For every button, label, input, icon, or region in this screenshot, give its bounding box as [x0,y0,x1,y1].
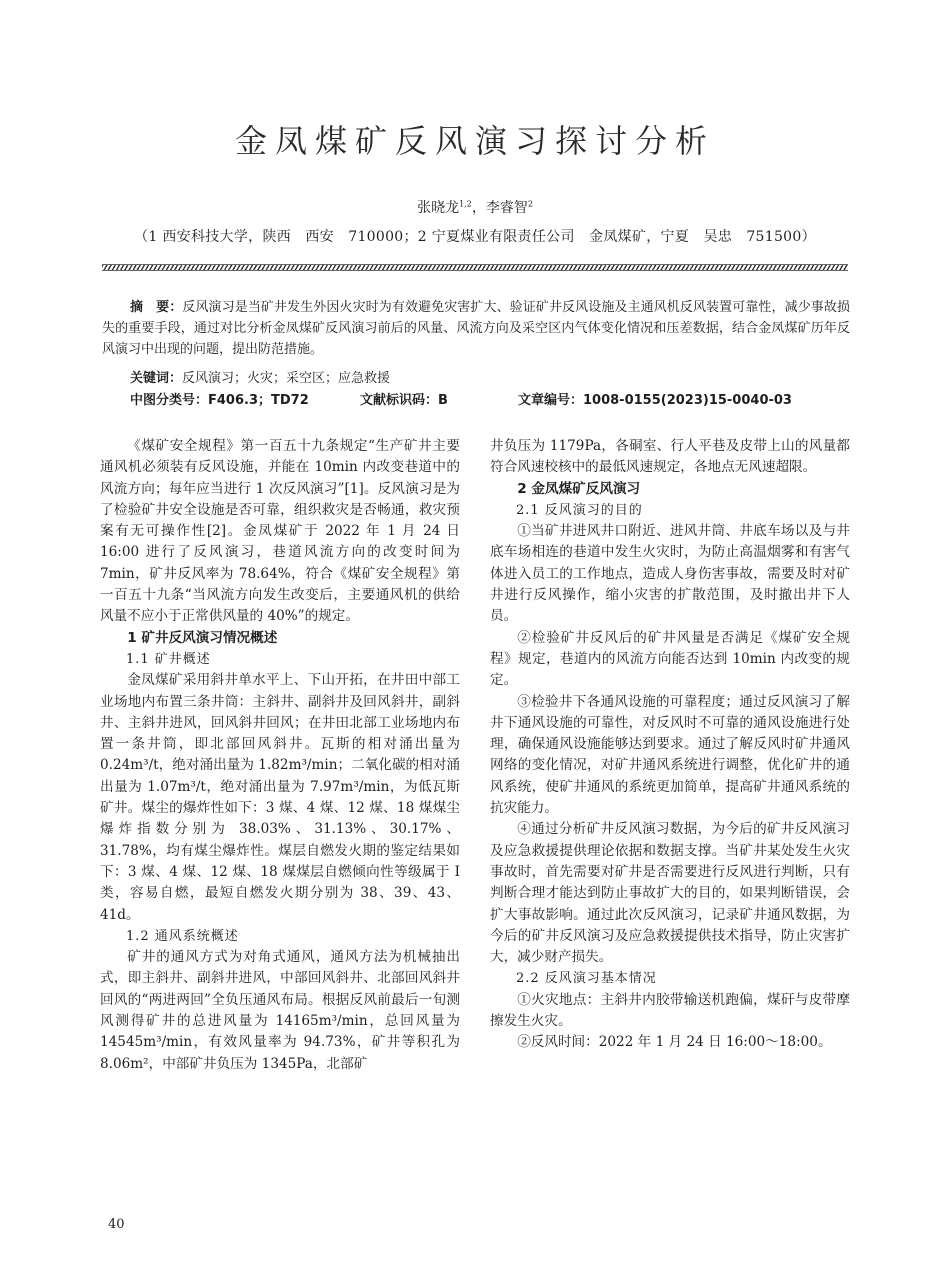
author-line [0,197,950,217]
keywords [102,368,850,389]
author-name: 张晓龙 [417,200,460,216]
body-column-right [490,436,850,1054]
paragraph: ②反风时间：2022 年 1 月 24 日 16:00～18:00。 [517,1034,832,1051]
subsection-heading: 1.1 矿井概述 [126,651,211,667]
article-number: 文章编号：1008-0155(2023)15-0040-03 [518,393,792,408]
subsection-heading: 2.2 反风演习基本情况 [516,971,657,987]
page-number: 40 [108,1217,125,1232]
paragraph: 《煤矿安全规程》第一百五十九条规定“生产矿井主要通风机必须装有反风设施，并能在 10min 内改变巷道中的风流方向；每年应当进行 1 次反风演习”[1]。反风演习是为了检验矿井安全设施是否可靠，组织救灾是否畅通，救灾预案有无可操作性[2]。金凤煤矿于 2022 年 1 月 24 日 16:00 进行了反风演习，巷道风流方向的改变时间为 7min，矿井反风率为 78.64%，符合《煤矿安全规程》第一百五十九条“当风流方向发生改变后，主要通风机的供给风量不应小于正常供风量的 40%”的规定。 [100,438,460,625]
paragraph: 金凤煤矿采用斜井单水平上、下山开拓，在井田中部工业场地内布置三条井筒：主斜井、副斜井及回风斜井，副斜井、主斜井进风，回风斜井回风；在井田北部工业场地内布置一条井筒，即北部回风斜井。瓦斯的相对涌出量为 0.24m³/t，绝对涌出量为 1.82m³/min；二氧化碳的相对涌出量为 1.07m³/t，绝对涌出量为 7.97m³/min，为低瓦斯矿井。煤尘的爆炸性如下：3 煤、4 煤、12 煤、18 煤煤尘爆炸指数分别为 38.03%、31.13%、30.17%、31.78%，均有煤尘爆炸性。煤层自燃发火期的鉴定结果如下：3 煤、4 煤、12 煤、18 煤煤层自燃倾向性等级属于 I 类，容易自燃，最短自燃发火期分别为 38、39、43、41d。 [100,672,460,923]
abstract [102,297,850,360]
author-name: 李睿智 [485,200,528,216]
paragraph: ②检验矿井反风后的矿井风量是否满足《煤矿安全规程》规定，巷道内的风流方向能否达到 10min 内改变的规定。 [490,629,850,689]
paragraph: ①当矿井进风井口附近、进风井筒、井底车场以及与井底车场相连的巷道中发生火灾时，为防止高温烟雾和有害气体进入员工的工作地点，造成人身伤害事故，需要及时对矿井进行反风操作，缩小灾害的扩散范围，及时撤出井下人员。 [490,523,850,625]
clc-code: 中图分类号：F406.3；TD72 [130,393,309,408]
paragraph: ④通过分析矿井反风演习数据，为今后的矿井反风演习及应急救援提供理论依据和数据支撑。当矿井某处发生火灾事故时，首先需要对矿井是否需要进行反风进行判断，只有判断合理才能达到防止事故扩大的目的，如果判断错误，会扩大事故影响。通过此次反风演习，记录矿井通风数据，为今后的矿井反风演习及应急救援提供技术指导，防止灾害扩大，减少财产损失。 [490,821,850,966]
keywords-label: 关键词： [130,371,183,386]
author-affil-mark: 1,2 [459,199,472,209]
header-divider [102,264,848,271]
paragraph: ①火灾地点：主斜井内胶带输送机跑偏，煤矸与皮带摩擦发生火灾。 [490,991,850,1030]
subsection-heading: 1.2 通风系统概述 [126,928,239,944]
section-heading: 1 矿井反风演习情况概述 [127,629,278,646]
subsection-heading: 2.1 反风演习的目的 [516,502,643,518]
paper-title: 金凤煤矿反风演习探讨分析 [234,122,715,160]
abstract-label: 摘 要： [130,300,183,315]
paragraph: 矿井的通风方式为对角式通风，通风方法为机械抽出式，即主斜井、副斜井进风，中部回风斜井、北部回风斜井回风的“两进两回”全负压通风布局。根据反风前最后一旬测风测得矿井的总进风量为 14165m³/min，总回风量为 14545m³/min，有效风量率为 94.73%，矿井等积孔为 8.06m²，中部矿井负压为 1345Pa，北部矿 [100,949,460,1072]
author-separator: ， [471,200,486,216]
affiliation: （1 西安科技大学，陕西 西安 710000；2 宁夏煤业有限责任公司 金凤煤矿，宁夏 吴忠 751500） [134,229,816,245]
section-heading: 2 金凤煤矿反风演习 [517,480,641,497]
paragraph: ③检验井下各通风设施的可靠程度；通过反风演习了解井下通风设施的可靠性，对反风时不可靠的通风设施进行处理，确保通风设施能够达到要求。通过了解反风时矿井通风网络的变化情况，对矿井通风系统进行调整，优化矿井的通风系统，使矿井通风的系统更加简单，提高矿井通风系统的抗灾能力。 [490,693,850,817]
document-code: 文献标识码：B [360,393,448,408]
abstract-text: 反风演习是当矿井发生外因火灾时为有效避免灾害扩大、验证矿井反风设施及主通风机反风装置可靠性，减少事故损失的重要手段，通过对比分析金凤煤矿反风演习前后的风量、风流方向及采空区内气体变化情况和压差数据，结合金凤煤矿历年反风演习中出现的问题，提出防范措施。 [102,300,850,357]
body-column-left [100,436,460,1075]
paragraph: 井负压为 1179Pa，各硐室、行人平巷及皮带上山的风量都符合风速校核中的最低风速规定，各地点无风速超限。 [490,438,850,476]
keywords-text: 反风演习；火灾；采空区；应急救援 [182,371,391,386]
author-affil-mark: 2 [527,199,533,209]
